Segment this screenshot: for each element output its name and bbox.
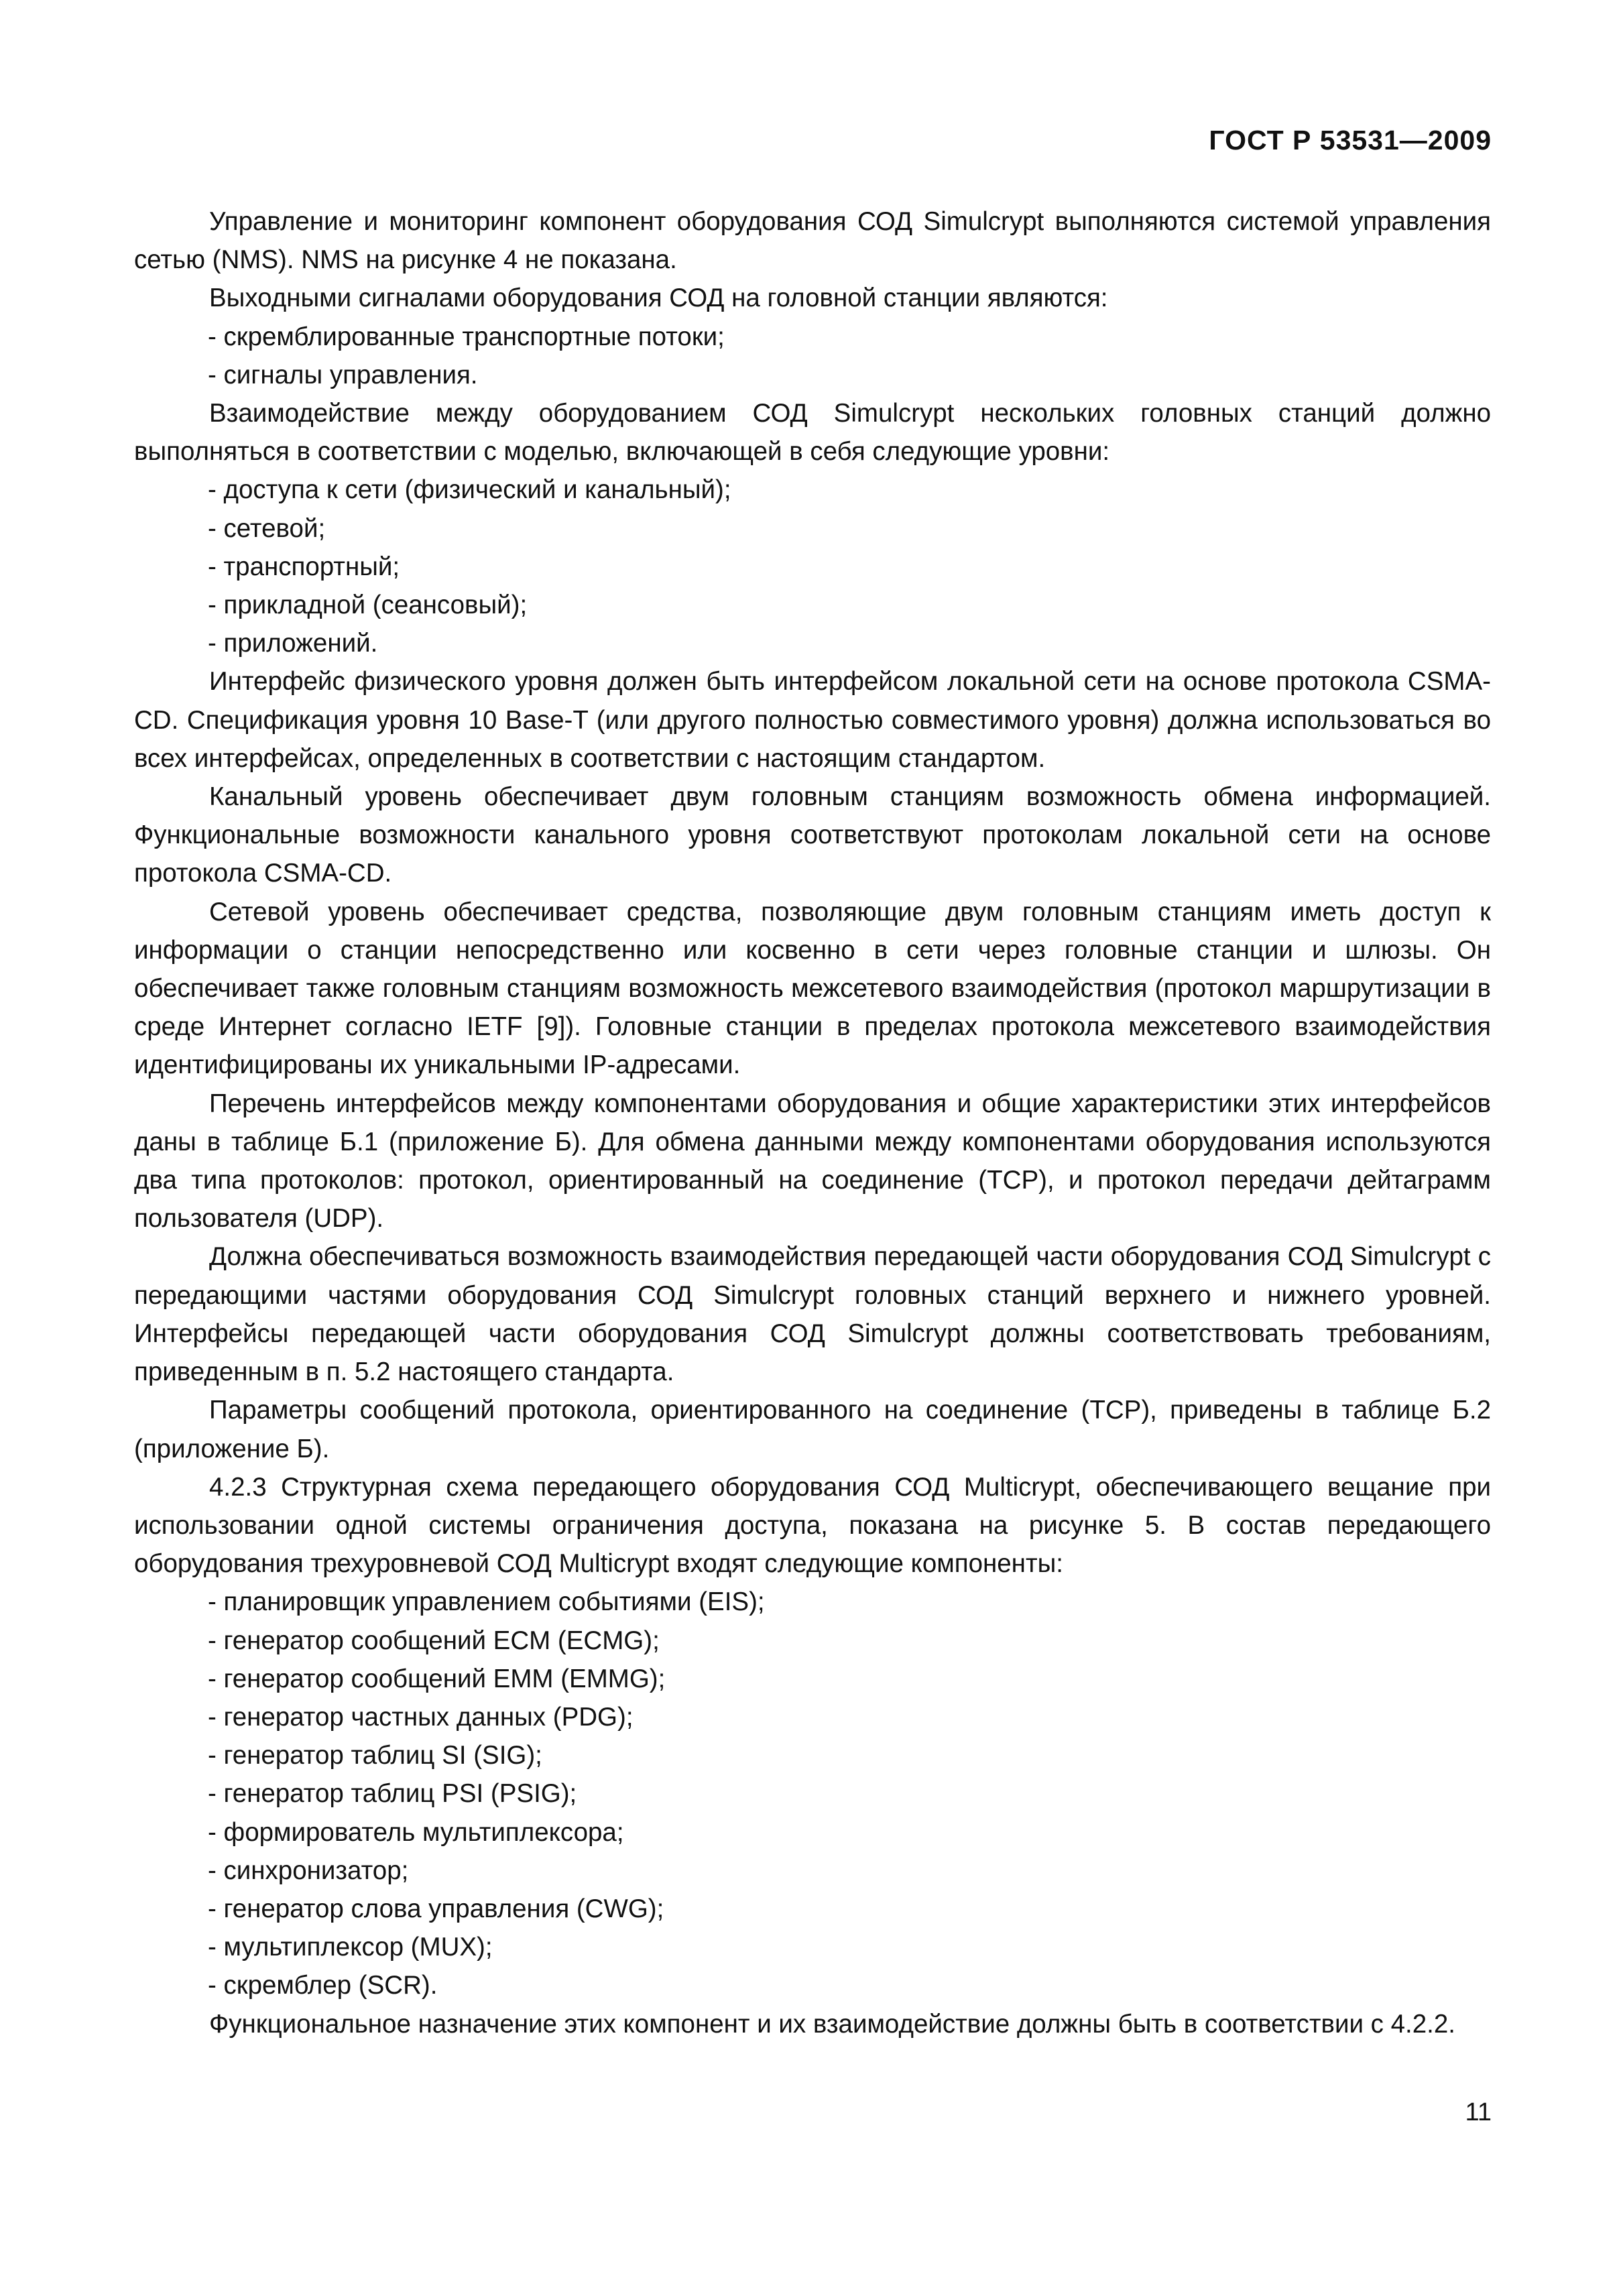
paragraph: Взаимодействие между оборудованием СОД Simulcrypt нескольких головных станций должно выполняться в соответствии с моделью, включающей в себя следующие уровни: [134,399,1491,467]
list-item: - генератор сообщений ECM (ECMG); [208,1626,660,1655]
list-item: - генератор таблиц SI (SIG); [208,1741,542,1770]
paragraph: Параметры сообщений протокола, ориентированного на соединение (TCP), приведены в таблице Б.2 (приложение Б). [134,1396,1491,1463]
paragraph: Канальный уровень обеспечивает двум головным станциям возможность обмена информацией. Функциональные возможности канального уровня соответствуют протоколам локальной сети на основе протокола CSMA-CD. [134,782,1491,888]
document-code: ГОСТ Р 53531—2009 [1209,125,1492,156]
paragraph: Функциональное назначение этих компонент и их взаимодействие должны быть в соответствии с 4.2.2. [209,2009,1455,2039]
paragraph: Перечень интерфейсов между компонентами оборудования и общие характеристики этих интерфейсов даны в таблице Б.1 (приложение Б). Для обмена данными между компонентами оборудования используются два типа протоколов: протокол, ориентированный на соединение (TCP), и протокол передачи дейтаграмм пользователя (UDP). [134,1089,1491,1233]
list-item: - сигналы управления. [208,360,478,389]
list-item: - транспортный; [208,552,400,581]
list-item: - формирователь мультиплексора; [208,1817,624,1847]
list-item: - синхронизатор; [208,1856,409,1885]
paragraph: Должна обеспечиваться возможность взаимодействия передающей части оборудования СОД Simulcrypt с передающими частями оборудования СОД Simulcrypt головных станций верхнего и нижнего уровней. Интерфейсы передающей части оборудования СОД Simulcrypt должны соответствовать требованиям, приведенным в п. 5.2 настоящего стандарта. [134,1242,1491,1387]
paragraph: Управление и мониторинг компонент оборудования СОД Simulcrypt выполняются системой управления сетью (NMS). NMS на рисунке 4 не показана. [134,207,1491,275]
paragraph: Выходными сигналами оборудования СОД на головной станции являются: [209,284,1108,313]
list-item: - доступа к сети (физический и канальный); [208,475,731,505]
paragraph: Интерфейс физического уровня должен быть интерфейсом локальной сети на основе протокола CSMA-CD. Спецификация уровня 10 Base-T (или другого полностью совместимого уровня) должна использоваться во всех интерфейсах, определенных в соответствии с настоящим стандартом. [134,667,1491,773]
paragraph: Сетевой уровень обеспечивает средства, позволяющие двум головным станциям иметь доступ к информации о станции непосредственно или косвенно в сети через головные станции и шлюзы. Он обеспечивает также головным станциям возможность межсетевого взаимодействия (протокол маршрутизации в среде Интернет согласно IETF [9]). Головные станции в пределах протокола межсетевого взаимодействия идентифицированы их уникальными IP-адресами. [134,897,1491,1080]
list-item: - генератор сообщений EMM (EMMG); [208,1664,666,1693]
list-item: - мультиплексор (MUX); [208,1933,493,1962]
list-item: - сетевой; [208,513,326,543]
list-item: - планировщик управлением событиями (EIS); [208,1587,765,1617]
list-item: - скремблер (SCR). [208,1971,438,2000]
body-text [134,202,1491,2043]
list-item: - прикладной (сеансовый); [208,591,528,620]
list-item: - генератор частных данных (PDG); [208,1702,634,1732]
list-item: - приложений. [208,629,378,658]
paragraph: 4.2.3 Структурная схема передающего оборудования СОД Multicrypt, обеспечивающего вещание при использовании одной системы ограничения доступа, показана на рисунке 5. В состав передающего оборудования трехуровневой СОД Multicrypt входят следующие компоненты: [134,1472,1491,1579]
list-item: - генератор слова управления (CWG); [208,1894,664,1923]
list-item: - генератор таблиц PSI (PSIG); [208,1779,577,1809]
page-number: 11 [1465,2098,1492,2126]
list-item: - скремблированные транспортные потоки; [208,322,725,351]
